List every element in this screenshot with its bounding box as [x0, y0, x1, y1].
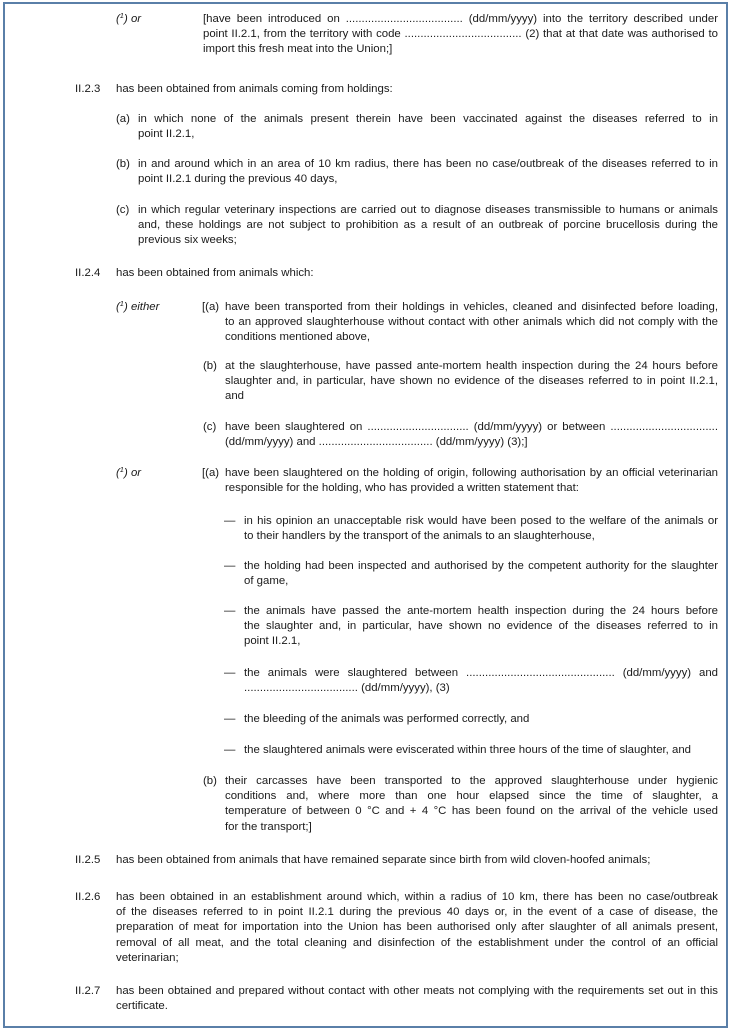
- section-number: II.2.3: [75, 83, 101, 95]
- dash-text: in his opinion an unacceptable risk would have been posed to the welfare of the animals or to their handlers by the transport of the animals to an slaughterhouse,: [244, 515, 718, 543]
- section-text: has been obtained in an establishment around which, within a radius of 10 km, there has been no case/outbreak of the diseases referred to in point II.2.1 during the previous 40 days or, in the event of a case of disease, the preparation of meat for importation into the Union has been authorised only after slaughter of all animals present, removal of all meat, and the total cleaning and disinfection of the establishment under the control of an official veterinarian;: [116, 891, 718, 964]
- item-text: in which regular veterinary inspections are carried out to diagnose diseases transmissible to humans or animals and, these holdings are not subject to prohibition as a result of an outbreak of porcine brucellosis during the previous six weeks;: [138, 204, 718, 247]
- section-text: has been obtained and prepared without contact with other meats not complying with the requirements set out in this certificate.: [116, 985, 718, 1013]
- item-label: (a): [116, 113, 130, 125]
- option-or-marker: ($^1$) or: [116, 465, 142, 479]
- item-text: have been transported from their holdings in vehicles, cleaned and disinfected before loading, to an approved slaughterhouse without contact with other animals which did not comply with the conditions mentioned above,: [225, 301, 718, 344]
- section-title: has been obtained from animals which:: [116, 267, 314, 279]
- section-number: II.2.5: [75, 854, 101, 866]
- dash-text: the holding had been inspected and authorised by the competent authority for the slaughter of game,: [244, 560, 718, 588]
- dash-text: the animals have passed the ante-mortem health inspection during the 24 hours before the slaughter and, in particular, have shown no evidence of the diseases referred to in point II.2.1,: [244, 605, 718, 648]
- item-text: at the slaughterhouse, have passed ante-mortem health inspection during the 24 hours before slaughter and, in particular, have shown no evidence of the diseases referred to in point II.2.1, and: [225, 360, 718, 403]
- item-label: [(a): [202, 301, 220, 313]
- dash-text: the animals were slaughtered between ............................................... (dd/mm/yyyy) and .................................... (dd/mm/yyyy), (3): [244, 667, 718, 695]
- item-label: (c): [203, 421, 217, 433]
- item-label: (b): [203, 360, 217, 372]
- dash-bullet: —: [224, 667, 236, 679]
- dash-bullet: —: [224, 605, 236, 617]
- section-number: II.2.4: [75, 267, 101, 279]
- dash-bullet: —: [224, 515, 236, 527]
- item-text: in and around which in an area of 10 km radius, there has been no case/outbreak of the diseases referred to in point II.2.1 during the previous 40 days,: [138, 158, 718, 186]
- item-label: (b): [203, 775, 217, 787]
- section-number: II.2.7: [75, 985, 101, 997]
- section-number: II.2.6: [75, 891, 101, 903]
- dash-text: the slaughtered animals were eviscerated within three hours of the time of slaughter, and: [244, 744, 692, 756]
- item-label: (b): [116, 158, 130, 170]
- item-text: have been slaughtered on the holding of origin, following authorisation by an official veterinarian responsible for the holding, who has provided a written statement that:: [225, 467, 718, 495]
- item-text: have been slaughtered on ................................ (dd/mm/yyyy) or between .................................. (dd/mm/yyyy) and .................................... (dd/mm/yyyy) (3);]: [225, 421, 718, 449]
- option-or-marker: ($^1$) or: [116, 11, 142, 25]
- dash-bullet: —: [224, 560, 236, 572]
- section-title: has been obtained from animals coming from holdings:: [116, 83, 393, 95]
- item-text: in which none of the animals present therein have been vaccinated against the diseases referred to in point II.2.1,: [138, 113, 718, 141]
- section-text: has been obtained from animals that have remained separate since birth from wild cloven-hoofed animals;: [116, 854, 651, 866]
- dash-bullet: —: [224, 713, 236, 725]
- item-label: [(a): [202, 467, 220, 479]
- dash-bullet: —: [224, 744, 236, 756]
- item-text: their carcasses have been transported to the approved slaughterhouse under hygienic conditions and, where more than one hour elapsed since the time of slaughter, a temperature of between 0 °C and + 4 °C has been found on the arrival of the vehicle used for the transport;]: [225, 775, 718, 833]
- option-either-marker: ($^1$) either: [116, 299, 160, 313]
- item-label: (c): [116, 204, 130, 216]
- dash-text: the bleeding of the animals was performed correctly, and: [244, 713, 530, 725]
- option-or-text: [have been introduced on ..................................... (dd/mm/yyyy) into the territory described under point II.2.1, from the territory with code ..................................... (2) that at that date was authorised to import this fresh meat into the Union;]: [203, 13, 718, 56]
